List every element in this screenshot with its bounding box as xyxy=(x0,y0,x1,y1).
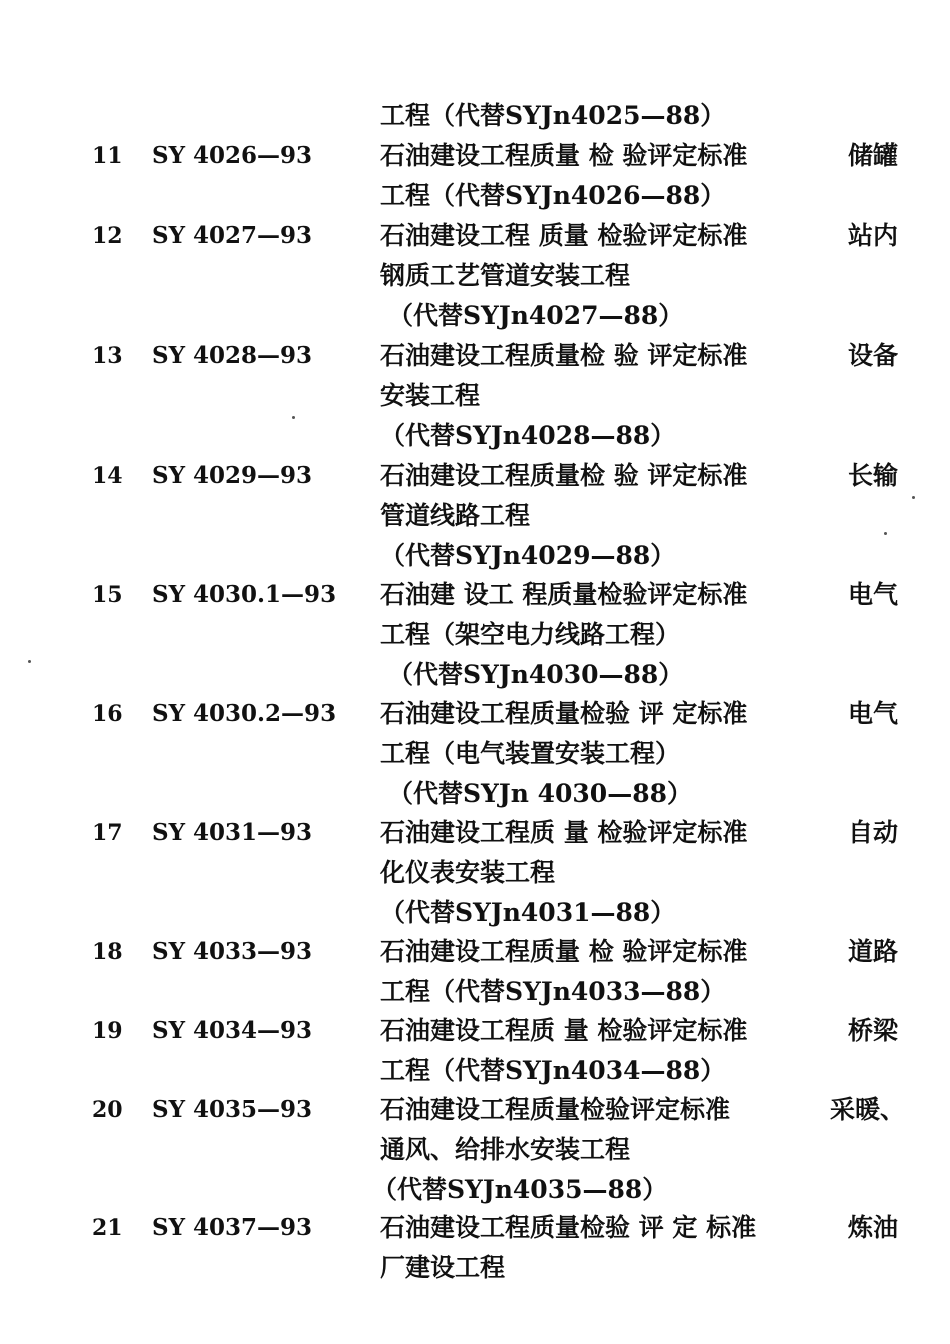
title-line xyxy=(380,575,920,615)
title-line: 化仪表安装工程 xyxy=(380,858,556,887)
title-tail: 站内 xyxy=(848,221,899,250)
standard-code: SY 4027—93 xyxy=(152,222,313,249)
entry-number: 17 xyxy=(92,820,123,846)
title-line: 工程（电气装置安装工程） xyxy=(380,739,681,768)
title-line: （代替SYJn4029—88） xyxy=(380,541,676,570)
standard-code: SY 4029—93 xyxy=(152,462,313,489)
title-main: 石油建设工程质量 检 验评定标准 xyxy=(380,141,748,170)
entry-number: 13 xyxy=(92,343,123,369)
title-line xyxy=(380,456,920,496)
title-line: 工程（架空电力线路工程） xyxy=(380,620,681,649)
standard-code: SY 4033—93 xyxy=(152,938,313,965)
title-line: （代替SYJn 4030—88） xyxy=(388,779,692,808)
title-line xyxy=(380,336,920,376)
title-line: （代替SYJn4027—88） xyxy=(388,301,684,330)
title-tail: 道路 xyxy=(848,937,899,966)
entry-number: 15 xyxy=(92,582,123,608)
title-line: 通风、给排水安装工程 xyxy=(380,1135,631,1164)
title-main: 石油建设工程质量检验评定标准 xyxy=(380,1095,731,1124)
title-line: 工程（代替SYJn4033—88） xyxy=(380,977,726,1006)
standard-code: SY 4026—93 xyxy=(152,142,313,169)
scan-speck xyxy=(28,660,31,663)
title-line xyxy=(380,694,920,734)
scan-speck xyxy=(912,496,915,499)
title-main: 石油建设工程质量 检 验评定标准 xyxy=(380,937,748,966)
title-line: 工程（代替SYJn4025—88） xyxy=(380,101,726,130)
entry-number: 11 xyxy=(92,143,123,169)
title-line xyxy=(380,1090,920,1130)
title-tail: 炼油 xyxy=(848,1213,899,1242)
entry-number: 20 xyxy=(92,1097,123,1123)
title-main: 石油建设工程 质量 检验评定标准 xyxy=(380,221,748,250)
title-tail: 储罐 xyxy=(848,141,899,170)
title-tail: 桥梁 xyxy=(848,1016,899,1045)
standard-code: SY 4034—93 xyxy=(152,1017,313,1044)
title-line xyxy=(380,813,920,853)
title-main: 石油建设工程质量检 验 评定标准 xyxy=(380,461,748,490)
title-line: 钢质工艺管道安装工程 xyxy=(380,261,631,290)
standard-code: SY 4031—93 xyxy=(152,819,313,846)
title-tail: 采暖、 xyxy=(830,1095,906,1124)
title-line: （代替SYJn4035—88） xyxy=(372,1175,668,1204)
title-line xyxy=(380,1208,920,1248)
title-line: 安装工程 xyxy=(380,381,481,410)
title-line: 工程（代替SYJn4026—88） xyxy=(380,181,726,210)
standard-code: SY 4035—93 xyxy=(152,1096,313,1123)
title-tail: 电气 xyxy=(848,580,899,609)
standard-code: SY 4028—93 xyxy=(152,342,313,369)
title-main: 石油建设工程质量检验 评 定 标准 xyxy=(380,1213,757,1242)
title-line xyxy=(380,932,920,972)
title-main: 石油建设工程质 量 检验评定标准 xyxy=(380,818,748,847)
title-line: （代替SYJn4031—88） xyxy=(380,898,676,927)
title-tail: 自动 xyxy=(848,818,899,847)
title-main: 石油建 设工 程质量检验评定标准 xyxy=(380,580,748,609)
title-line: 管道线路工程 xyxy=(380,501,531,530)
title-main: 石油建设工程质量检验 评 定标准 xyxy=(380,699,748,728)
title-line: （代替SYJn4030—88） xyxy=(388,660,684,689)
entry-number: 16 xyxy=(92,701,123,727)
entry-number: 12 xyxy=(92,223,123,249)
entry-number: 18 xyxy=(92,939,123,965)
title-tail: 电气 xyxy=(848,699,899,728)
title-tail: 长输 xyxy=(848,461,899,490)
standard-code: SY 4030.2—93 xyxy=(152,700,337,727)
title-tail: 设备 xyxy=(848,341,899,370)
title-line: 厂建设工程 xyxy=(380,1253,506,1282)
entry-number: 21 xyxy=(92,1215,123,1241)
title-line xyxy=(380,136,920,176)
title-line xyxy=(380,216,920,256)
entry-number: 19 xyxy=(92,1018,123,1044)
title-line xyxy=(380,1011,920,1051)
scan-speck xyxy=(292,416,295,419)
title-main: 石油建设工程质 量 检验评定标准 xyxy=(380,1016,748,1045)
title-line: （代替SYJn4028—88） xyxy=(380,421,676,450)
standard-code: SY 4037—93 xyxy=(152,1214,313,1241)
title-main: 石油建设工程质量检 验 评定标准 xyxy=(380,341,748,370)
standard-code: SY 4030.1—93 xyxy=(152,581,337,608)
title-line: 工程（代替SYJn4034—88） xyxy=(380,1056,726,1085)
entry-number: 14 xyxy=(92,463,123,489)
scan-speck xyxy=(884,532,887,535)
